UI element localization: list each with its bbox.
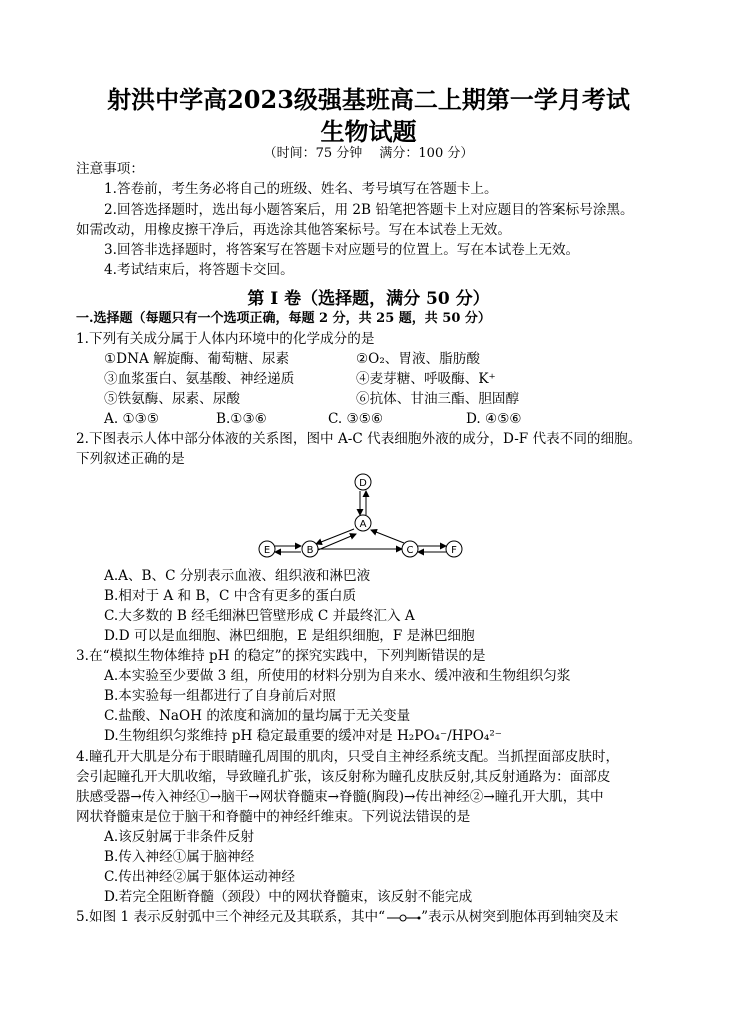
node-f [446,541,462,557]
notice-item: 2.回答选择题时，选出每小题答案后，用 2B 铅笔把答题卡上对应题目的答案标号涂黑。 [104,202,634,218]
q1-option-b: B.①③⑥ [216,411,267,427]
svg-text:B: B [306,545,314,556]
q1-item: ⑥抗体、甘油三酯、胆固醇 [356,391,520,407]
q5-stem-after: ”表示从树突到胞体再到轴突及末 [421,909,619,925]
q4-option-b: B.传入神经①属于脑神经 [104,849,255,865]
q5-stem [76,908,618,926]
node-c [402,541,418,557]
notice-item: 3.回答非选择题时，将答案写在答题卡对应题号的位置上。写在本试卷上无效。 [104,242,580,258]
q2-option-a: A.A、B、C 分别表示血液、组织液和淋巴液 [104,568,371,584]
q2-option-c: C.大多数的 B 经毛细淋巴管壁形成 C 并最终汇入 A [104,608,415,624]
q3-option-c: C.盐酸、NaOH 的浓度和滴加的量均属于无关变量 [104,708,411,724]
q2-stem: 2.下图表示人体中部分体液的关系图，图中 A-C 代表细胞外液的成分，D-F 代表不同的细胞。 [76,431,642,447]
notice-item: 如需改动，用橡皮擦干净后，再选涂其他答案标号。写在本试卷上无效。 [76,222,511,238]
svg-text:E: E [263,545,271,556]
q1-item: ④麦芽糖、呼吸酶、K⁺ [356,371,496,387]
q4-stem: 4.瞳孔开大肌是分布于眼睛瞳孔周围的肌肉，只受自主神经系统支配。当抓捏面部皮肤时， [76,749,620,765]
neuron-symbol-icon [385,913,421,923]
q4-stem: 肤感受器→传入神经①→脑干→网状脊髓束→脊髓(胸段)→传出神经②→瞳孔开大肌，其中 [76,789,604,805]
notice-item: 1.答卷前，考生务必将自己的班级、姓名、考号填写在答题卡上。 [104,181,498,197]
q1-option-a: A. ①③⑤ [104,411,160,427]
q1-item: ②O₂、胃液、脂肪酸 [356,351,480,367]
q3-option-b: B.本实验每一组都进行了自身前后对照 [104,688,336,704]
q1-option-d: D. ④⑤⑥ [466,411,522,427]
subject-title: 生物试题 [320,117,417,146]
q1-item: ①DNA 解旋酶、葡萄糖、尿素 [104,351,290,367]
section-title: 第 I 卷（选择题，满分 50 分） [247,289,490,309]
q4-stem: 会引起瞳孔开大肌收缩，导致瞳孔扩张，该反射称为瞳孔皮肤反射,其反射通路为：面部皮 [76,769,611,785]
svg-text:A: A [359,519,367,530]
q3-stem: 3.在“模拟生物体维持 pH 的稳定”的探究实践中，下列判断错误的是 [76,648,486,664]
q1-item: ⑤铁氨酶、尿素、尿酸 [104,391,240,407]
node-a [355,515,371,531]
q4-option-c: C.传出神经②属于躯体运动神经 [104,869,295,885]
node-e [259,541,275,557]
q4-stem: 网状脊髓束是位于脑干和脊髓中的神经纤维束。下列说法错误的是 [76,809,471,825]
svg-text:D: D [359,478,367,489]
q2-option-b: B.相对于 A 和 B，C 中含有更多的蛋白质 [104,588,357,604]
notice-item: 4.考试结束后，将答题卡交回。 [104,262,294,278]
body-fluid-diagram [250,472,480,564]
q1-item: ③血浆蛋白、氨基酸、神经递质 [104,371,295,387]
exam-meta: （时间：75 分钟 满分：100 分） [263,146,474,161]
q3-option-d: D.生物组织匀浆维持 pH 稳定最重要的缓冲对是 H₂PO₄⁻/HPO₄²⁻ [104,728,502,744]
notice-heading: 注意事项： [76,161,144,177]
q3-option-a: A.本实验至少要做 3 组，所使用的材料分别为自来水、缓冲液和生物组织匀浆 [104,668,571,684]
svg-text:F: F [451,545,457,556]
section-heading: 一.选择题（每题只有一个选项正确，每题 2 分，共 25 题，共 50 分） [76,311,491,326]
exam-title: 射洪中学高2023级强基班高二上期第一学月考试 [107,85,630,114]
node-b [302,541,318,557]
q4-option-a: A.该反射属于非条件反射 [104,829,255,845]
q1-option-c: C. ③⑤⑥ [328,411,384,427]
q1-stem: 1.下列有关成分属于人体内环境中的化学成分的是 [76,331,375,347]
svg-text:C: C [406,545,414,556]
q5-stem-before: 5.如图 1 表示反射弧中三个神经元及其联系，其中“ [76,909,386,925]
q2-stem: 下列叙述正确的是 [76,451,185,467]
q2-option-d: D.D 可以是血细胞、淋巴细胞，E 是组织细胞，F 是淋巴细胞 [104,628,475,644]
q4-option-d: D.若完全阻断脊髓（颈段）中的网状脊髓束，该反射不能完成 [104,889,473,905]
node-d [355,474,371,490]
